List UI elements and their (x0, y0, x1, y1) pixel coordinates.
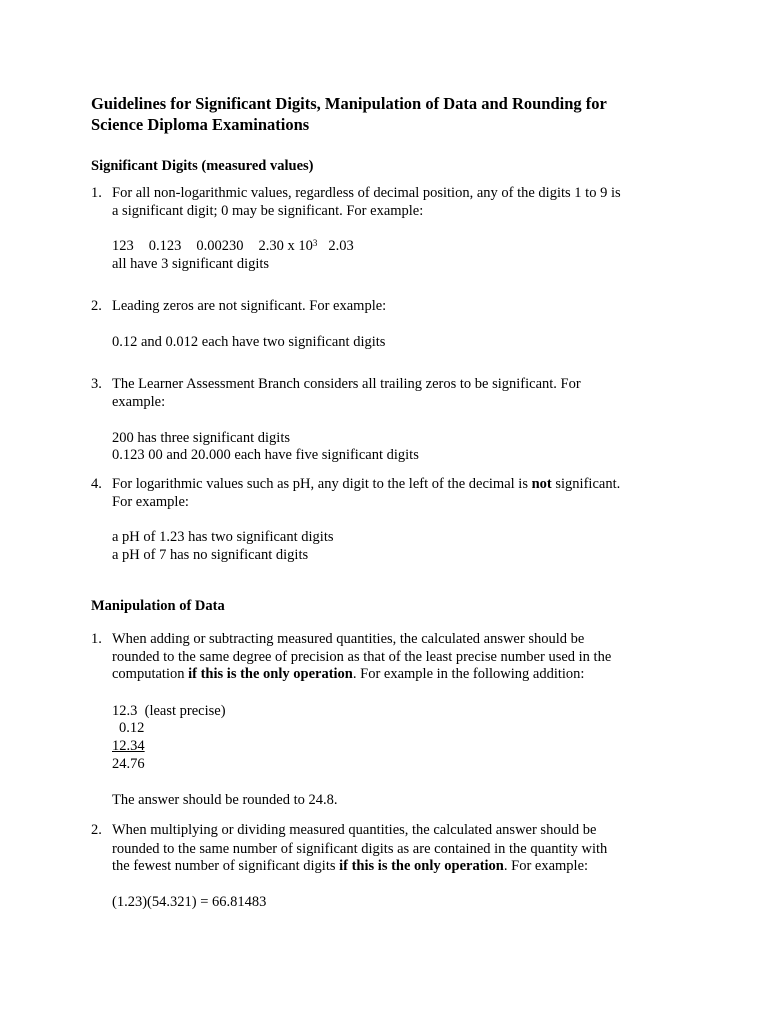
list-item-text: rounded to the same number of significant digits as are contained in the quantity with (112, 841, 608, 857)
example-value: 0.00230 (196, 238, 244, 254)
list-item-text: Leading zeros are not significant. For example: (112, 298, 387, 314)
list-item-text: The Learner Assessment Branch considers all trailing zeros to be significant. For (112, 376, 581, 392)
example-value: 0.123 (148, 238, 182, 254)
example-text: a pH of 1.23 has two significant digits (112, 529, 334, 545)
answer-text: The answer should be rounded to 24.8. (112, 792, 338, 808)
exponent: 3 (312, 238, 318, 248)
bold-text: not (531, 476, 552, 492)
section-heading-significant-digits: Significant Digits (measured values) (91, 158, 314, 174)
list-number: 1. (91, 185, 102, 201)
text-run: the fewest number of significant digits (112, 858, 340, 874)
bold-text: if this is the only operation (339, 858, 504, 874)
calc-line-b: 0.12 (119, 720, 145, 736)
list-item-text: When multiplying or dividing measured quantities, the calculated answer should be (112, 822, 597, 838)
document-title-line2: Science Diploma Examinations (91, 115, 310, 134)
example-text: a pH of 7 has no significant digits (112, 547, 309, 563)
list-item-text: For example: (112, 494, 189, 510)
example-value: 2.30 x 10 (258, 238, 313, 254)
example-text: 200 has three significant digits (112, 430, 290, 446)
text-run: For logarithmic values such as pH, any digit to the left of the decimal is (112, 476, 532, 492)
bold-text: if this is the only operation (188, 666, 353, 682)
list-number: 2. (91, 298, 102, 314)
list-item-text (112, 475, 620, 493)
example-conclusion: all have 3 significant digits (112, 256, 270, 272)
list-item-text (112, 857, 588, 875)
example-value: 123 (112, 238, 134, 254)
example-text: 0.12 and 0.012 each have two significant digits (112, 334, 386, 350)
list-number: 4. (91, 476, 102, 492)
list-number: 2. (91, 822, 102, 838)
text-run: . For example: (503, 858, 589, 874)
text-run: . For example in the following addition: (352, 666, 585, 682)
example-values (112, 237, 354, 255)
example-value: 2.03 (328, 238, 354, 254)
calc-sum: 24.76 (112, 756, 145, 772)
calc-line-a: 12.3 (least precise) (112, 703, 226, 719)
list-item-text (112, 665, 584, 683)
list-item-text: example: (112, 394, 166, 410)
list-item-text: rounded to the same degree of precision as that of the least precise number used in the (112, 649, 612, 665)
list-number: 1. (91, 631, 102, 647)
text-run: computation (112, 666, 189, 682)
section-heading-manipulation: Manipulation of Data (91, 598, 225, 614)
list-number: 3. (91, 376, 102, 392)
calc-line-c: 12.34 (112, 738, 145, 754)
text-run: significant. (551, 476, 621, 492)
document-title-line1: Guidelines for Significant Digits, Manipulation of Data and Rounding for (91, 94, 607, 113)
example-text: 0.123 00 and 20.000 each have five significant digits (112, 447, 419, 463)
list-item-text: When adding or subtracting measured quantities, the calculated answer should be (112, 631, 585, 647)
list-item-text: For all non-logarithmic values, regardless of decimal position, any of the digits 1 to 9 is (112, 185, 621, 201)
list-item-text: a significant digit; 0 may be significant. For example: (112, 203, 424, 219)
example-text: (1.23)(54.321) = 66.81483 (112, 894, 267, 910)
